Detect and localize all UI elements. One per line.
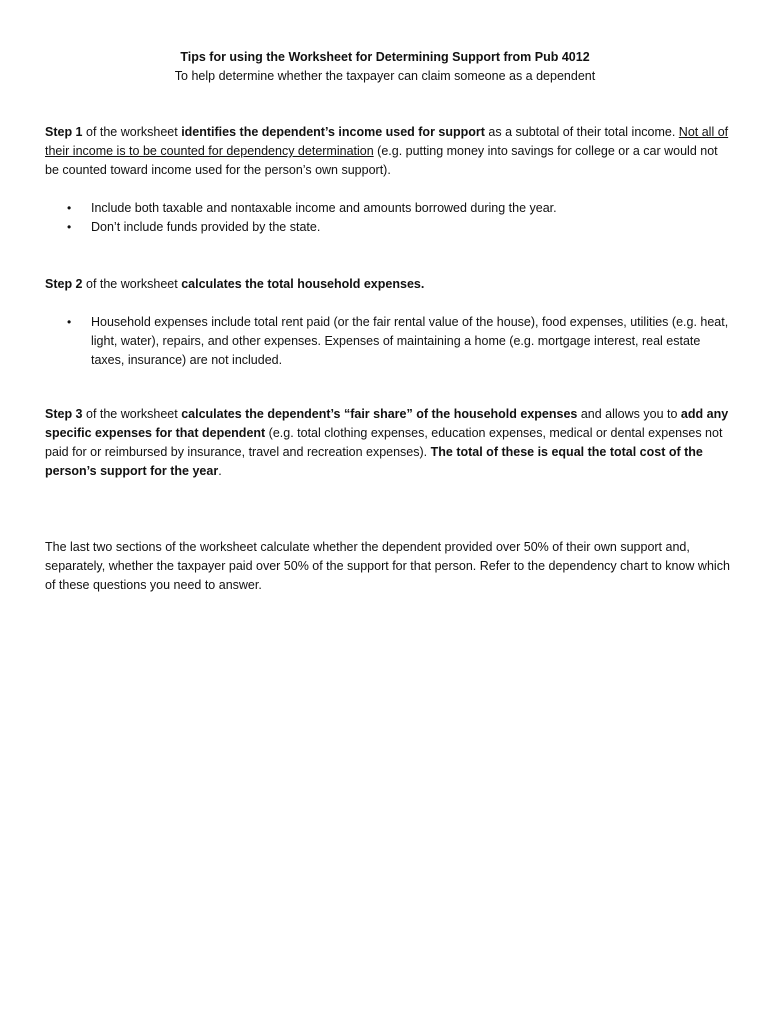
step-2-text-a: of the worksheet bbox=[82, 277, 182, 291]
step-3-bold-b: add any specific expenses for that dependent bbox=[45, 407, 729, 440]
step-1-bullet-list bbox=[45, 199, 730, 237]
step-2-paragraph bbox=[45, 275, 730, 294]
step-1-label: Step 1 bbox=[45, 125, 83, 139]
step-2-section bbox=[45, 275, 730, 294]
step-1-section bbox=[45, 123, 730, 180]
list-item bbox=[45, 313, 730, 370]
bullet-text: Household expenses include total rent paid (or the fair rental value of the house), food expenses, utilities (e.g. heat, light, water), repairs, and other expenses. Expenses of maintaining a home (e.g. mortgage interest, real estate taxes, insurance) are not included. bbox=[91, 315, 729, 367]
step-2-bold-a: calculates the total household expenses. bbox=[181, 277, 425, 291]
step-2-bullet-list bbox=[45, 313, 730, 370]
step-3-text-c: (e.g. total clothing expenses, education expenses, medical or dental expenses not paid for or reimbursed by insurance, travel and recreation expenses). bbox=[45, 426, 723, 459]
step-3-bold-a: calculates the dependent’s “fair share” of the household expenses bbox=[181, 407, 578, 421]
step-3-text-d: . bbox=[218, 464, 222, 478]
step-1-bold-a: identifies the dependent’s income used for support bbox=[181, 125, 485, 139]
bullet-text: Include both taxable and nontaxable income and amounts borrowed during the year. bbox=[91, 201, 557, 215]
step-1-text-a: of the worksheet bbox=[82, 125, 182, 139]
bullet-icon: • bbox=[67, 201, 72, 215]
step-3-text-b: and allows you to bbox=[577, 407, 681, 421]
step-1-paragraph bbox=[45, 123, 730, 180]
step-3-text-a: of the worksheet bbox=[82, 407, 182, 421]
step-1-text-b: as a subtotal of their total income. bbox=[484, 125, 679, 139]
bullet-icon: • bbox=[67, 220, 72, 234]
bullet-icon: • bbox=[67, 315, 72, 329]
closing-paragraph: The last two sections of the worksheet calculate whether the dependent provided over 50% of their own support and, separately, whether the taxpayer paid over 50% of the support for that person. Refer to the dependency chart to know which of these questions you need to answer. bbox=[45, 540, 730, 592]
list-item bbox=[45, 199, 730, 218]
step-3-bold-c: The total of these is equal the total cost of the person’s support for the year bbox=[45, 445, 703, 478]
document-title: Tips for using the Worksheet for Determining Support from Pub 4012 bbox=[180, 50, 590, 64]
document-subtitle: To help determine whether the taxpayer can claim someone as a dependent bbox=[174, 69, 596, 83]
list-item bbox=[45, 218, 730, 237]
step-1-text-c: (e.g. putting money into savings for college or a car would not be counted toward income used for the person’s own support). bbox=[45, 144, 718, 177]
step-1-underline: Not all of their income is to be counted for dependency determination bbox=[45, 125, 729, 158]
step-2-label: Step 2 bbox=[45, 277, 83, 291]
closing-section bbox=[45, 538, 730, 595]
bullet-text: Don’t include funds provided by the state. bbox=[91, 220, 321, 234]
step-3-label: Step 3 bbox=[45, 407, 83, 421]
document-header bbox=[0, 48, 770, 86]
step-3-section bbox=[45, 405, 730, 481]
step-3-paragraph bbox=[45, 405, 730, 481]
